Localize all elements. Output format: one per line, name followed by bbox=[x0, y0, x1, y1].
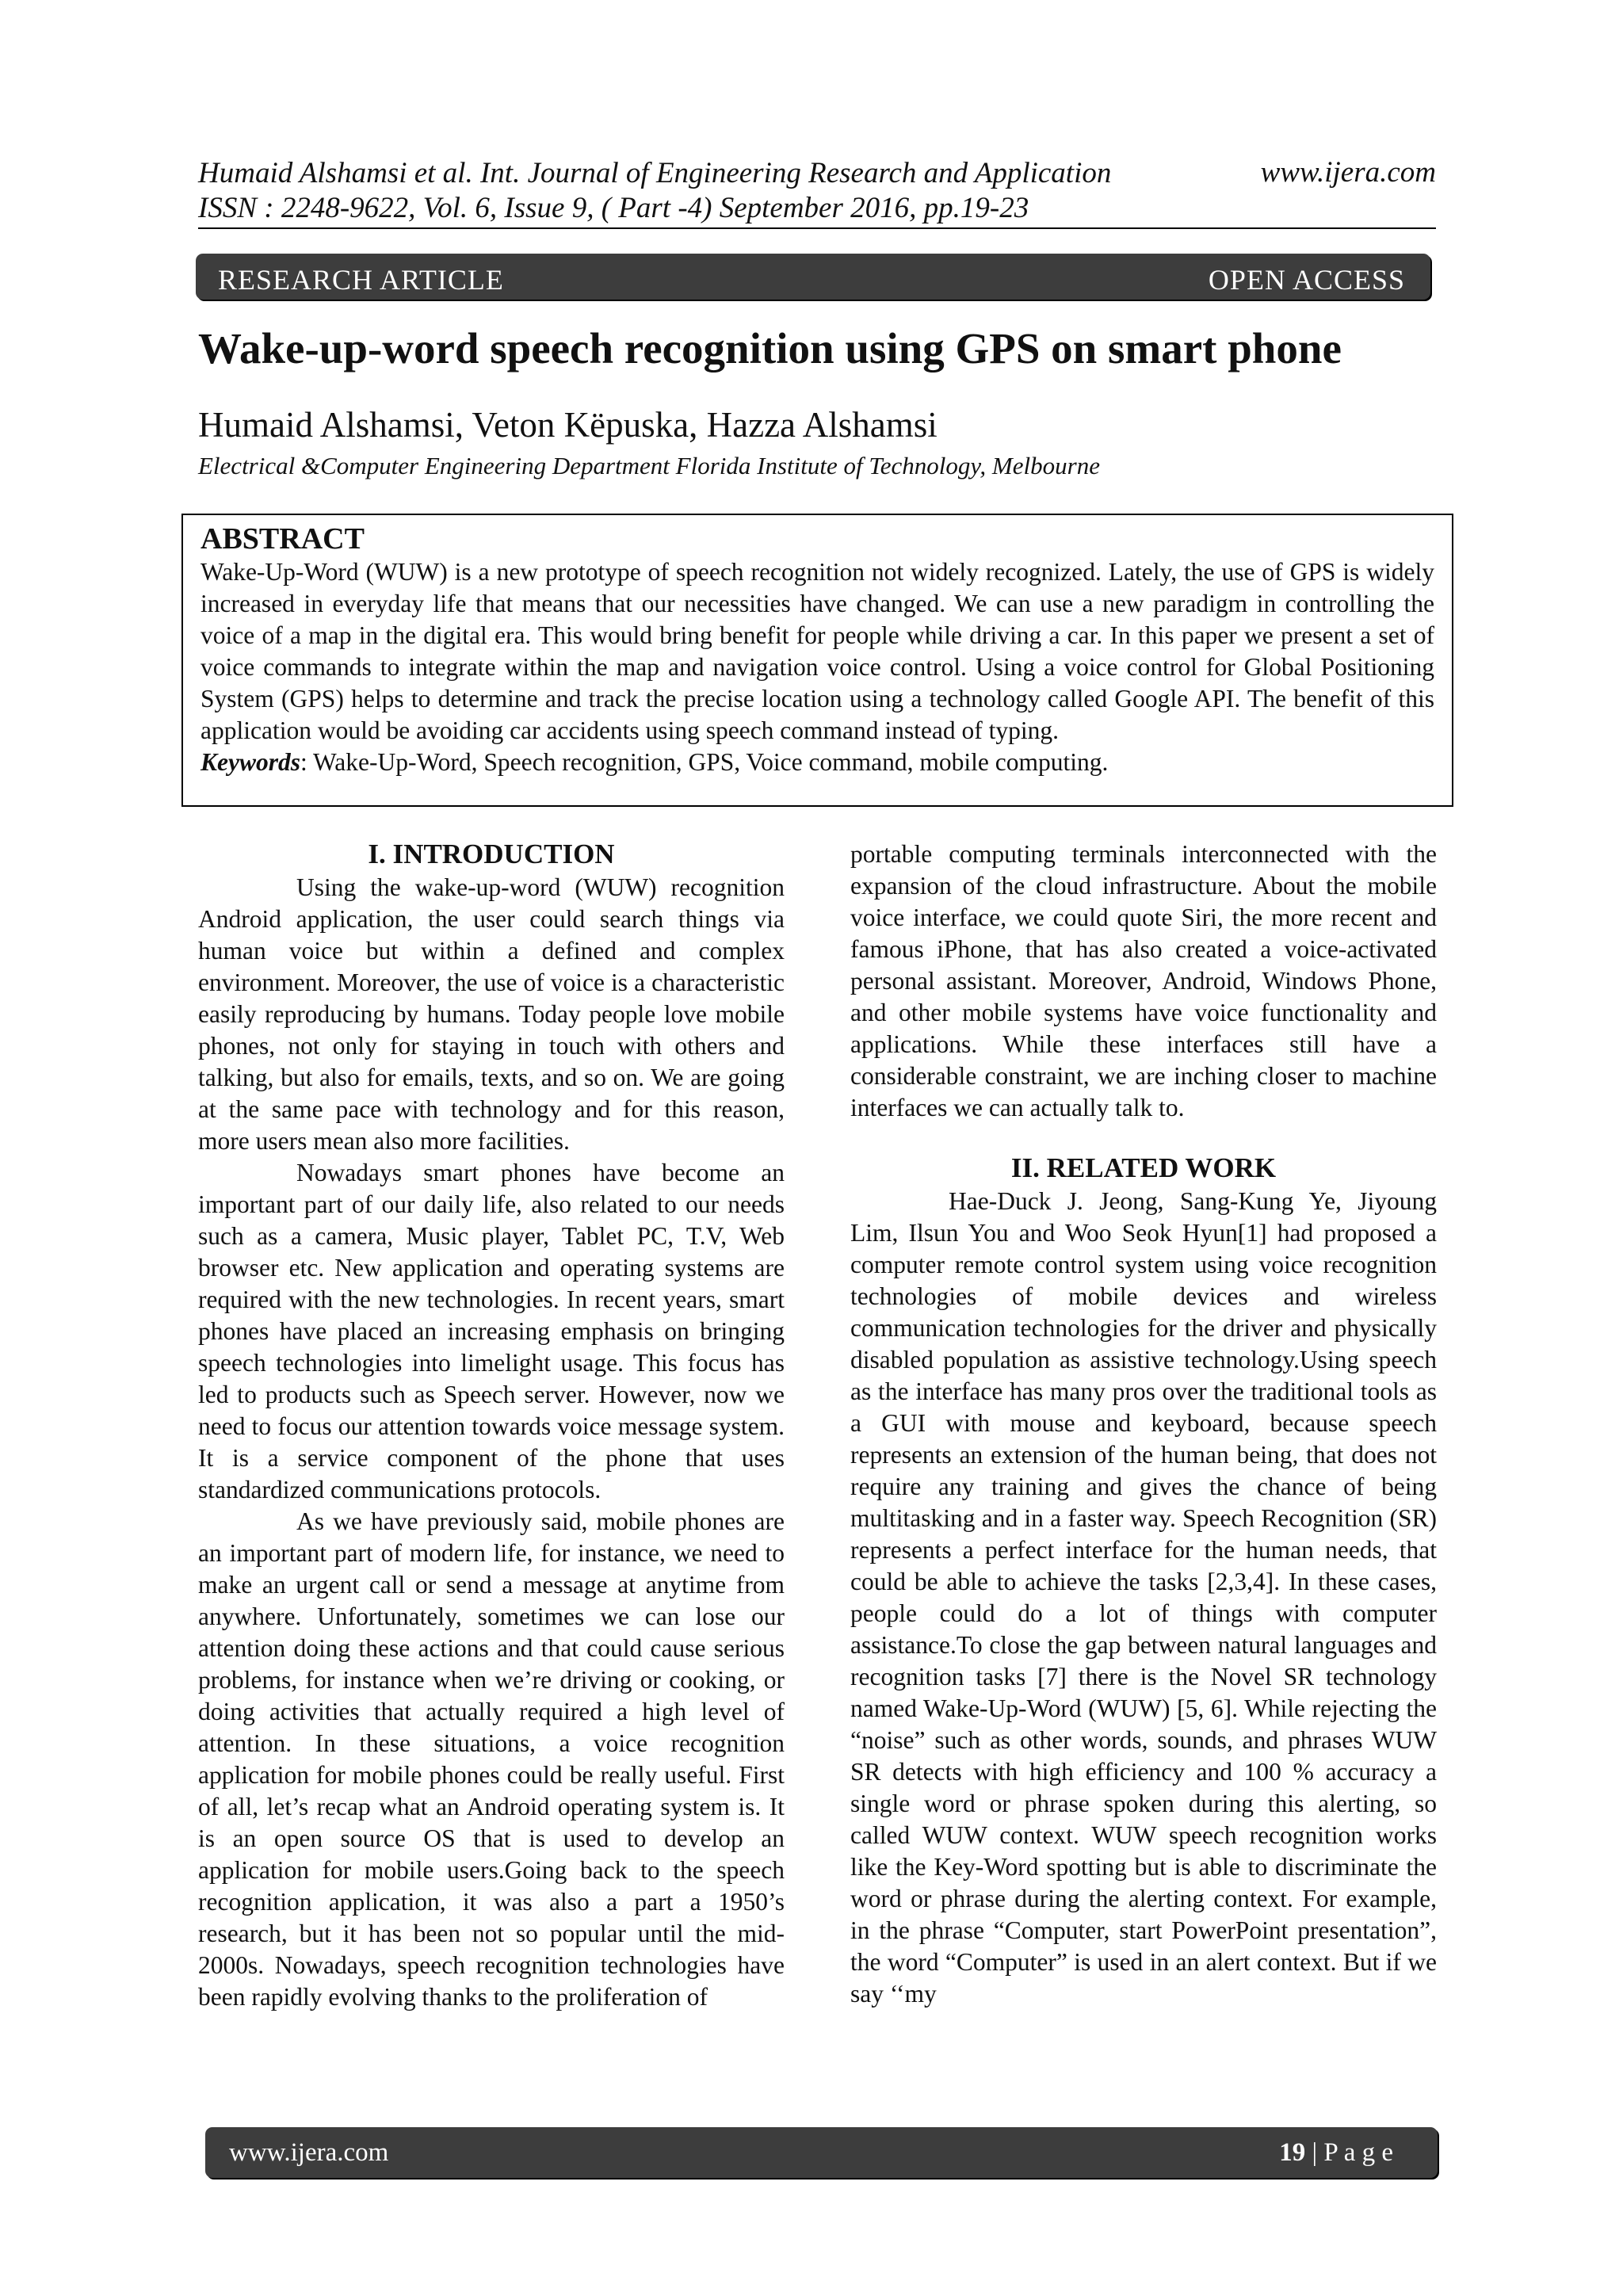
abstract-box bbox=[181, 514, 1453, 807]
footer-page-number bbox=[1279, 2138, 1393, 2168]
paper-authors: Humaid Alshamsi, Veton Këpuska, Hazza Alshamsi bbox=[198, 405, 938, 445]
intro-paragraph-2: Nowadays smart phones have become an important part of our daily life, also related to our needs such as a camera, Music player, Tablet PC, T.V, Web browser etc. New application and operating systems are required with the new technologies. In recent years, smart phones have placed an increasing emphasis on bringing speech technologies into limelight usage. This focus has led to products such as Speech server. However, now we need to focus our attention towards voice message system. It is a service component of the phone that uses standardized communications protocols. bbox=[198, 1159, 785, 1503]
related-work-heading: II. RELATED WORK bbox=[1010, 1152, 1277, 1183]
footer-site: www.ijera.com bbox=[229, 2138, 389, 2167]
abstract-heading: ABSTRACT bbox=[200, 522, 365, 556]
page-number: 19 bbox=[1279, 2138, 1306, 2167]
research-article-label: RESEARCH ARTICLE bbox=[218, 264, 504, 296]
page-label: | P a g e bbox=[1305, 2138, 1393, 2167]
header-rule bbox=[198, 227, 1436, 229]
intro-continuation-paragraph: portable computing terminals interconnected with the expansion of the cloud infrastructure. About the mobile voice interface, we could quote Siri, the more recent and famous iPhone, that has also created a voice-activated personal assistant. Moreover, Android, Windows Phone, and other mobile systems have voice functionality and applications. While these interfaces still have a considerable constraint, we are inching closer to machine interfaces we can actually talk to. bbox=[850, 840, 1437, 1121]
article-type-banner bbox=[196, 254, 1430, 300]
journal-header-site: www.ijera.com bbox=[1260, 156, 1436, 189]
paper-title: Wake-up-word speech recognition using GPS on smart phone bbox=[198, 324, 1342, 372]
abstract-text: Wake-Up-Word (WUW) is a new prototype of speech recognition not widely recognized. Lately, the use of GPS is widely increased in everyday life that means that our necessities have changed. We can use a new paradigm in controlling the voice of a map in the digital era. This would bring benefit for people while driving a car. In this paper we present a set of voice commands to integrate within the map and navigation voice control. Using a voice control for Global Positioning System (GPS) helps to determine and track the precise location using a technology called Google API. The benefit of this application would be avoiding car accidents using speech command instead of typing. bbox=[200, 558, 1434, 744]
open-access-label: OPEN ACCESS bbox=[1208, 264, 1405, 296]
journal-header-line2: ISSN : 2248-9622, Vol. 6, Issue 9, ( Part -4) September 2016, pp.19-23 bbox=[198, 192, 1029, 224]
paper-affiliation: Electrical &Computer Engineering Department Florida Institute of Technology, Melbourne bbox=[198, 452, 1100, 479]
left-column bbox=[198, 839, 785, 2013]
keywords-text: : Wake-Up-Word, Speech recognition, GPS, Voice command, mobile computing. bbox=[300, 748, 1109, 776]
right-column bbox=[850, 839, 1437, 2010]
section-gap bbox=[850, 1124, 1437, 1152]
keywords-line bbox=[200, 747, 1434, 778]
keywords-label: Keywords bbox=[200, 748, 300, 776]
page-footer bbox=[205, 2127, 1438, 2178]
related-work-paragraph: Hae-Duck J. Jeong, Sang-Kung Ye, Jiyoung Lim, Ilsun You and Woo Seok Hyun[1] had proposed a computer remote control system using voice recognition technologies of mobile devices and wireless communication technologies for the driver and physically disabled population as assistive technology.Using speech as the interface has many pros over the traditional tools as a GUI with mouse and keyboard, because speech represents an extension of the human being, that does not require any training and gives the chance of being multitasking and in a faster way. Speech Recognition (SR) represents a perfect interface for the human needs, that could be able to achieve the tasks [2,3,4]. In these cases, people could do a lot of things with computer assistance.To close the gap between natural languages and recognition tasks [7] there is the Novel SR technology named Wake-Up-Word (WUW) [5, 6]. While rejecting the “noise” such as other words, sounds, and phrases WUW SR detects with high efficiency and 100 % accuracy a single word or phrase spoken during this alerting, so called WUW context. WUW speech recognition works like the Key-Word spotting but is able to discriminate the word or phrase during the alerting context. For example, in the phrase “Computer, start PowerPoint presentation”, the word “Computer” is used in an alert context. But if we say ‘‘my bbox=[850, 1187, 1437, 2008]
intro-paragraph-1: Using the wake-up-word (WUW) recognition Android application, the user could search things via human voice but within a defined and complex environment. Moreover, the use of voice is a characteristic easily reproducing by humans. Today people love mobile phones, not only for staying in touch with others and talking, but also for emails, texts, and so on. We are going at the same pace with technology and for this reason, more users mean also more facilities. bbox=[198, 873, 785, 1155]
intro-paragraph-3: As we have previously said, mobile phones are an important part of modern life, for instance, we need to make an urgent call or send a message at anytime from anywhere. Unfortunately, sometimes we can lose our attention doing these actions and that could cause serious problems, for instance when we’re driving or cooking, or doing activities that actually required a high level of attention. In these situations, a voice recognition application for mobile phones could be really useful. First of all, let’s recap what an Android operating system is. It is an open source OS that is used to develop an application for mobile users.Going back to the speech recognition application, it was also a part a 1950’s research, but it has been not so popular until the mid-2000s. Nowadays, speech recognition technologies have been rapidly evolving thanks to the proliferation of bbox=[198, 1507, 785, 2011]
introduction-heading: I. INTRODUCTION bbox=[368, 839, 615, 869]
journal-header-line1: Humaid Alshamsi et al. Int. Journal of Engineering Research and Application bbox=[198, 157, 1112, 189]
